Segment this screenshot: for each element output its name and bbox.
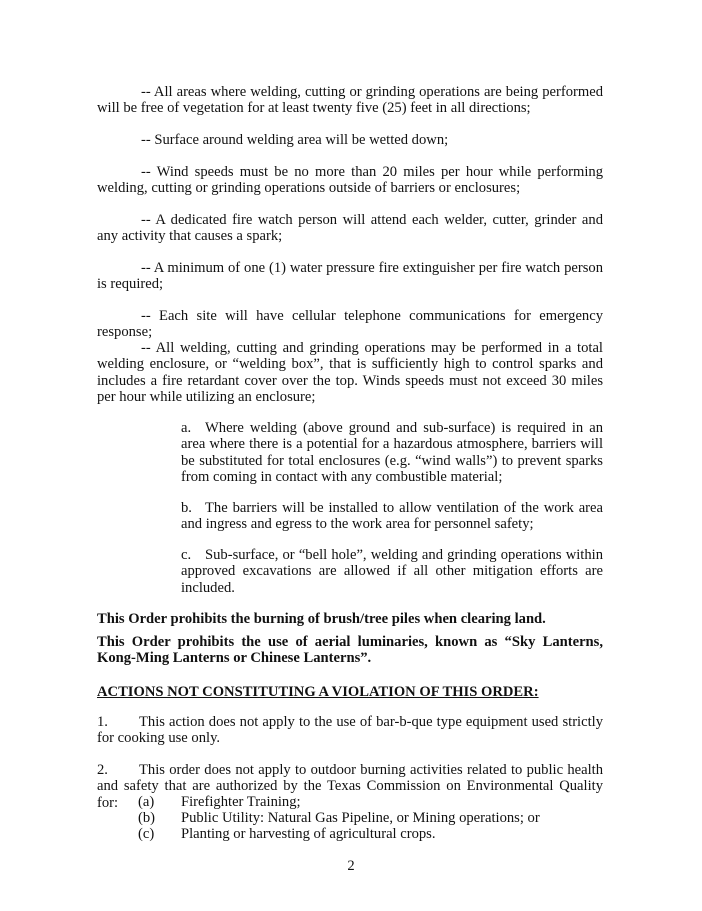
subitem-text: Sub-surface, or “bell hole”, welding and grinding operations within approved excavations are allowed if all other mitigation efforts are included. [181, 547, 603, 596]
list-item-a [138, 794, 598, 810]
subitem-letter: b. [181, 500, 192, 516]
subitem-text: Where welding (above ground and sub-surface) is required in an area where there is a potential for a hazardous atmosphere, barriers will be substituted for total enclosures (e.g. “wind walls”) to prevent sparks from coming in contact with any combustible material; [181, 420, 603, 486]
page-number: 2 [347, 858, 355, 874]
list-text: Firefighter Training; [181, 794, 301, 810]
list-item-c [138, 826, 598, 842]
list-item-b [138, 810, 598, 826]
paragraph-wetted-down: -- Surface around welding area will be wetted down; [141, 132, 449, 148]
numbered-label: 1. [97, 714, 108, 730]
subitem-letter: c. [181, 547, 192, 563]
numbered-text: This action does not apply to the use of bar-b-que type equipment used strictly for cooking use only. [97, 714, 603, 747]
paragraph-fire-watch: -- A dedicated fire watch person will attend each welder, cutter, grinder and any activity that causes a spark; [97, 212, 603, 245]
list-label: (a) [138, 794, 155, 810]
numbered-text: This order does not apply to outdoor burning activities related to public health and safety that are authorized by the Texas Commission on Environmental Quality for: [97, 762, 603, 811]
subitem-letter: a. [181, 420, 192, 436]
subitem-a [181, 420, 603, 486]
list-text: Public Utility: Natural Gas Pipeline, or Mining operations; or [181, 810, 540, 826]
list-text: Planting or harvesting of agricultural crops. [181, 826, 436, 842]
subitem-b [181, 500, 603, 533]
paragraph-cellular: -- Each site will have cellular telephone communications for emergency response; [97, 308, 603, 341]
numbered-label: 2. [97, 762, 108, 778]
list-label: (c) [138, 826, 155, 842]
statement-sky-lanterns: This Order prohibits the use of aerial luminaries, known as “Sky Lanterns, Kong-Ming Lanterns or Chinese Lanterns”. [97, 634, 603, 667]
subitem-c [181, 547, 603, 596]
subitem-text: The barriers will be installed to allow ventilation of the work area and ingress and egress to the work area for personnel safety; [181, 500, 603, 533]
paragraph-extinguisher: -- A minimum of one (1) water pressure fire extinguisher per fire watch person is required; [97, 260, 603, 293]
paragraph-vegetation: -- All areas where welding, cutting or grinding operations are being performed will be free of vegetation for at least twenty five (25) feet in all directions; [97, 84, 603, 117]
statement-brush-piles: This Order prohibits the burning of brush/tree piles when clearing land. [97, 611, 546, 627]
section-heading: ACTIONS NOT CONSTITUTING A VIOLATION OF THIS ORDER: [97, 684, 539, 700]
numbered-item-1 [97, 714, 603, 747]
paragraph-wind-speeds: -- Wind speeds must be no more than 20 miles per hour while performing welding, cutting or grinding operations outside of barriers or enclosures; [97, 164, 603, 197]
paragraph-enclosure: -- All welding, cutting and grinding operations may be performed in a total welding enclosure, or “welding box”, that is sufficiently high to control sparks and includes a fire retardant cover over the top. Winds speeds must not exceed 30 miles per hour while utilizing an enclosure; [97, 340, 603, 406]
list-label: (b) [138, 810, 156, 826]
